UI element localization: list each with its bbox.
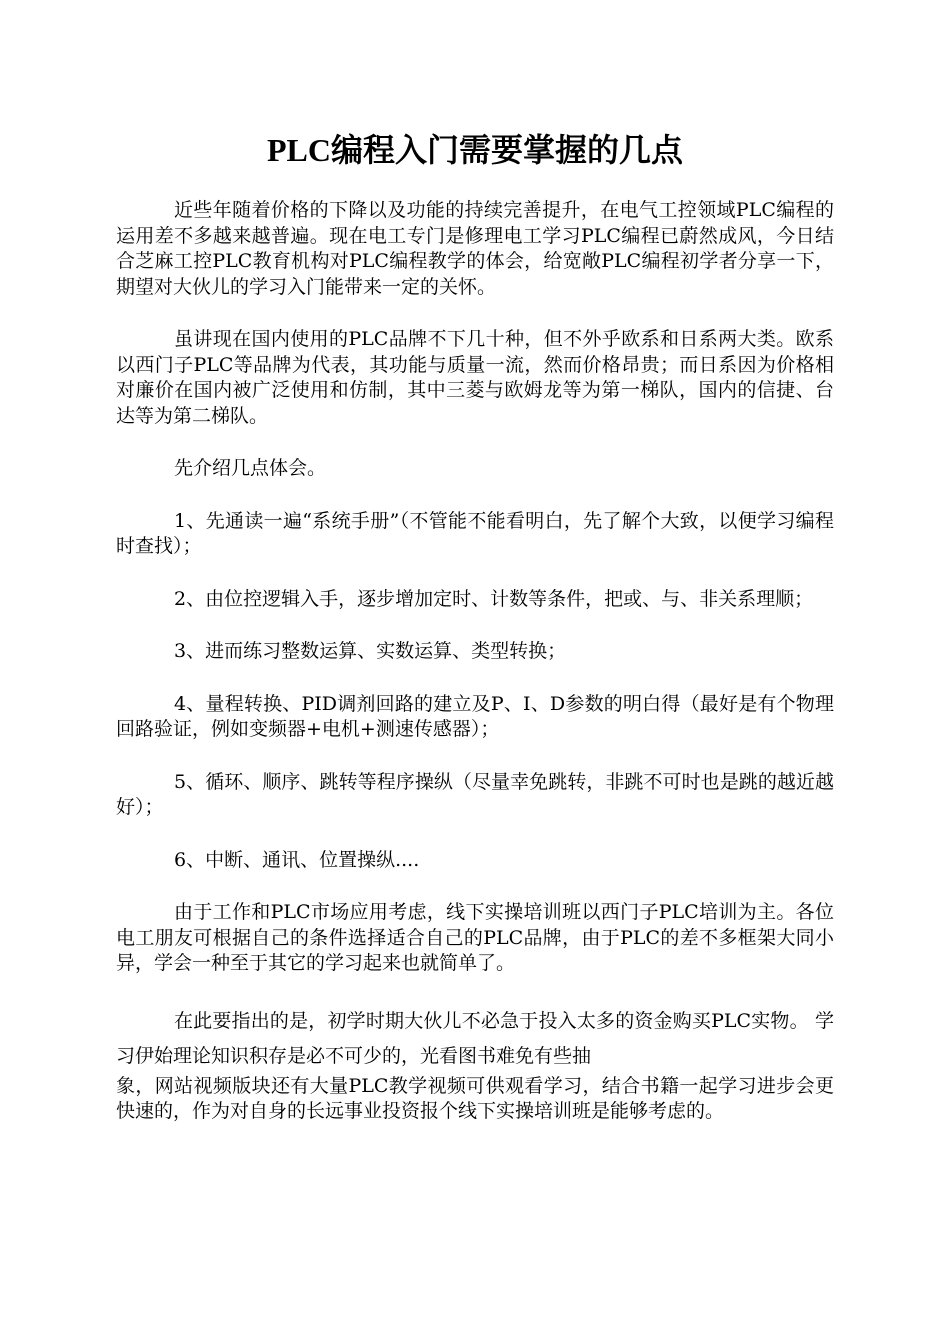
document-body bbox=[116, 198, 834, 1152]
list-item: 3、进而练习整数运算、实数运算、类型转换； bbox=[174, 640, 567, 662]
list-item: 1、先通读一遍“系统手册”（不管能不能看明白，先了解个大致，以便学习编程时查找）； bbox=[116, 509, 834, 557]
list-item: 6、中断、通讯、位置操纵.... bbox=[174, 848, 420, 871]
document-title: PLC编程入门需要掌握的几点 bbox=[266, 132, 683, 168]
list-item: 4、量程转换、PID调剂回路的建立及P、I、D参数的明白得（最好是有个物理回路验证，例如变频器+电机+测速传感器）； bbox=[116, 692, 834, 740]
list-item: 5、循环、顺序、跳转等程序操纵（尽量幸免跳转，非跳不可时也是跳的越近越好）； bbox=[116, 770, 834, 818]
paragraph: 虽讲现在国内使用的PLC品牌不下几十种，但不外乎欧系和日系两大类。欧系以西门子PLC等品牌为代表，其功能与质量一流，然而价格昂贵；而日系因为价格相对廉价在国内被广泛使用和仿制，其中三菱与欧姆龙等为第一梯队，国内的信捷、台达等为第二梯队。 bbox=[116, 328, 834, 427]
paragraph: 由于工作和PLC市场应用考虑，线下实操培训班以西门子PLC培训为主。各位电工朋友可根据自己的条件选择适合自己的PLC品牌，由于PLC的差不多框架大同小异，学会一种至于其它的学习起来也就简单了。 bbox=[116, 901, 834, 974]
paragraph-continuation: 象，网站视频版块还有大量PLC教学视频可供观看学习，结合书籍一起学习进步会更快速的，作为对自身的长远事业投资报个线下实操培训班是能够考虑的。 bbox=[116, 1074, 834, 1122]
list-item: 2、由位控逻辑入手，逐步增加定时、计数等条件，把或、与、非关系理顺； bbox=[174, 587, 814, 610]
paragraph: 在此要指出的是，初学时期大伙儿不必急于投入太多的资金购买PLC实物。 学习伊始理论知识积存是必不可少的，光看图书难免有些抽 bbox=[116, 1009, 834, 1067]
paragraph: 近些年随着价格的下降以及功能的持续完善提升，在电气工控领域PLC编程的运用差不多越来越普遍。现在电工专门是修理电工学习PLC编程已蔚然成风，今日结合芝麻工控PLC教育机构对PLC编程教学的体会，给宽敞PLC编程初学者分享一下，期望对大伙儿的学习入门能带来一定的关怀。 bbox=[116, 199, 834, 298]
paragraph: 先介绍几点体会。 bbox=[174, 457, 327, 479]
